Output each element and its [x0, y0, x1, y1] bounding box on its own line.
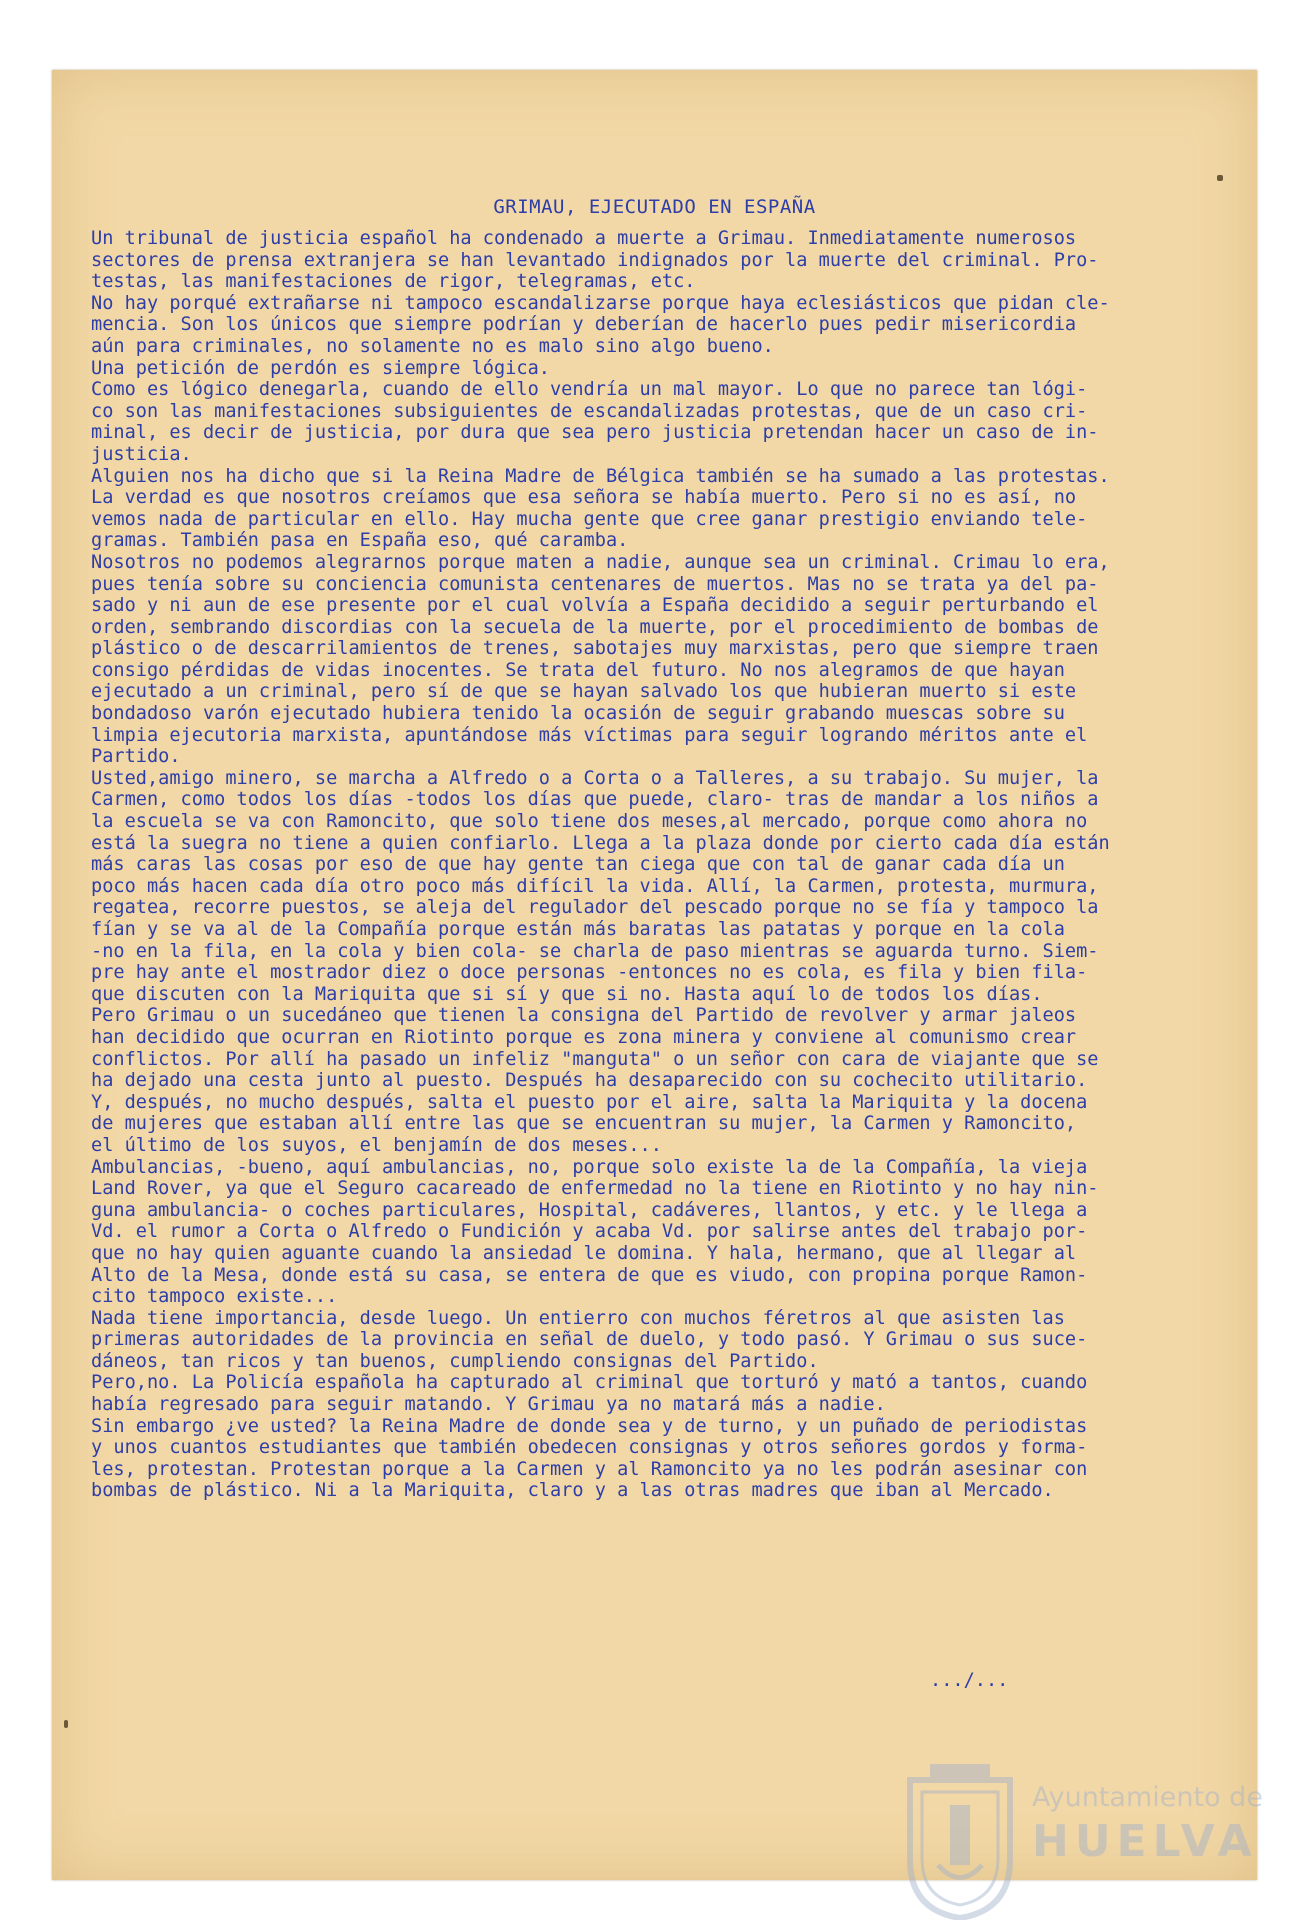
text-line: sado y ni aun de ese presente por el cual volvía a España decidido a seguir perturbando el: [91, 595, 1099, 617]
text-line: cito tampoco existe...: [91, 1286, 338, 1308]
text-line: aún para criminales, no solamente no es malo sino algo bueno.: [91, 335, 774, 357]
text-line: testas, las manifestaciones de rigor, telegramas, etc.: [91, 271, 696, 293]
text-line: pues tenía sobre su conciencia comunista centenares de muertos. Mas no se trata ya del pa-: [91, 573, 1099, 595]
text-line: Nada tiene importancia, desde luego. Un entierro con muchos féretros al que asisten las: [91, 1307, 1065, 1329]
text-line: vemos nada de particular en ello. Hay mucha gente que cree ganar prestigio enviando tele-: [91, 508, 1088, 530]
document-title: GRIMAU, EJECUTADO EN ESPAÑA: [493, 196, 816, 218]
text-line: Como es lógico denegarla, cuando de ello vendría un mal mayor. Lo que no parece tan lógi-: [91, 379, 1088, 401]
text-line: Partido.: [91, 746, 181, 768]
text-line: fían y se va al de la Compañía porque están más baratas las patatas y porque en la cola: [91, 919, 1065, 940]
text-line: Nosotros no podemos alegrarnos porque maten a nadie, aunque sea un criminal. Crimau lo era,: [91, 551, 1110, 573]
watermark-line2: HUELVA: [1032, 1816, 1258, 1867]
punch-mark: [64, 1720, 68, 1728]
text-line: dáneos, tan ricos y tan buenos, cumpliendo consignas del Partido.: [91, 1350, 819, 1372]
text-line: ha dejado una cesta junto al puesto. Después ha desaparecido con su cochecito utilitario.: [91, 1070, 1088, 1092]
ayuntamiento-huelva-watermark: [900, 1760, 1263, 1920]
text-line: Pero,no. La Policía española ha capturado al criminal que torturó y mató a tantos, cuando: [91, 1372, 1088, 1394]
text-line: Una petición de perdón es siempre lógica.: [91, 357, 550, 379]
text-line: Alguien nos ha dicho que si la Reina Madre de Bélgica también se ha sumado a las protestas.: [91, 465, 1110, 487]
text-line: bombas de plástico. Ni a la Mariquita, claro y a las otras madres que iban al Mercado.: [91, 1480, 1054, 1502]
text-line: gramas. También pasa en España eso, qué caramba.: [91, 530, 629, 552]
text-line: No hay porqué extrañarse ni tampoco escandalizarse porque haya eclesiásticos que pidan cle-: [91, 292, 1110, 314]
text-line: bondadoso varón ejecutado hubiera tenido la ocasión de seguir grabando muescas sobre su: [91, 703, 1065, 725]
text-line: que no hay quien aguante cuando la ansiedad le domina. Y hala, hermano, que al llegar al: [91, 1242, 1077, 1264]
text-line: más caras las cosas por eso de que hay gente tan ciega que con tal de ganar cada día un: [91, 854, 1065, 876]
text-line: Carmen, como todos los días -todos los días que puede, claro- tras de mandar a los niños a: [91, 789, 1099, 811]
text-line: mencia. Son los únicos que siempre podrían y deberían de hacerlo pues pedir misericordia: [91, 314, 1077, 336]
text-line: orden, sembrando discordias con la secuela de la muerte, por el procedimiento de bombas de: [91, 616, 1099, 638]
text-line: Alto de la Mesa, donde está su casa, se entera de que es viudo, con propina porque Ramon-: [91, 1264, 1088, 1286]
text-line: ejecutado a un criminal, pero sí de que se hayan salvado los que hubieran muerto si este: [91, 681, 1077, 703]
text-line: consigo pérdidas de vidas inocentes. Se trata del futuro. No nos alegramos de que hayan: [91, 659, 1065, 681]
text-line: Un tribunal de justicia español ha condenado a muerte a Grimau. Inmediatamente numerosos: [91, 228, 1077, 249]
text-line: de mujeres que estaban allí entre las que se encuentran su mujer, la Carmen y Ramoncito,: [91, 1113, 1077, 1135]
text-line: minal, es decir de justicia, por dura que sea pero justicia pretendan hacer un caso de in-: [91, 422, 1099, 444]
ink-speck: [1217, 175, 1223, 181]
text-line: poco más hacen cada día otro poco más difícil la vida. Allí, la Carmen, protesta, murmura,: [91, 875, 1099, 897]
text-line: les, protestan. Protestan porque a la Carmen y al Ramoncito ya no les podrán asesinar con: [91, 1458, 1088, 1480]
text-line: guna ambulancia- o coches particulares, Hospital, cadáveres, llantos, y etc. y le llega a: [91, 1199, 1088, 1221]
text-line: Sin embargo ¿ve usted? la Reina Madre de donde sea y de turno, y un puñado de periodistas: [91, 1415, 1088, 1437]
text-line: conflictos. Por allí ha pasado un infeliz "manguta" o un señor con cara de viajante que se: [91, 1048, 1099, 1070]
text-line: co son las manifestaciones subsiguientes de escandalizadas protestas, que de un caso cri-: [91, 400, 1088, 422]
text-line: que discuten con la Mariquita que si sí y que si no. Hasta aquí lo de todos los días.: [91, 983, 1043, 1005]
text-line: y unos cuantos estudiantes que también obedecen consignas y otros señores gordos y forma-: [91, 1437, 1088, 1459]
text-line: Usted,amigo minero, se marcha a Alfredo o a Corta o a Talleres, a su trabajo. Su mujer, la: [91, 767, 1099, 789]
text-line: La verdad es que nosotros creíamos que esa señora se había muerto. Pero si no es así, no: [91, 487, 1077, 509]
text-line: pre hay ante el mostrador diez o doce personas -entonces no es cola, es fila y bien fila-: [91, 962, 1088, 984]
text-line: plástico o de descarrilamientos de trenes, sabotajes muy marxistas, pero que siempre traen: [91, 638, 1099, 660]
text-line: Ambulancias, -bueno, aquí ambulancias, no, porque solo existe la de la Compañía, la vieja: [91, 1156, 1088, 1178]
text-line: limpia ejecutoria marxista, apuntándose más víctimas para seguir logrando méritos ante el: [91, 724, 1088, 746]
text-line: Vd. el rumor a Corta o Alfredo o Fundición y acaba Vd. por salirse antes del trabajo por-: [91, 1221, 1088, 1243]
text-line: justicia.: [91, 443, 192, 465]
text-line: el último de los suyos, el benjamín de dos meses...: [91, 1134, 662, 1156]
text-line: está la suegra no tiene a quien confiarlo. Llega a la plaza donde por cierto cada día están: [91, 832, 1110, 854]
document-body: [91, 228, 1236, 1502]
huelva-crest-icon: [900, 1760, 1020, 1920]
text-line: Land Rover, ya que el Seguro cacareado de enfermedad no la tiene en Riotinto y no hay nin-: [91, 1178, 1099, 1200]
text-line: había regresado para seguir matando. Y Grimau ya no matará más a nadie.: [91, 1394, 886, 1416]
text-line: primeras autoridades de la provincia en señal de duelo, y todo pasó. Y Grimau o sus suce-: [91, 1329, 1088, 1351]
watermark-line1: Ayuntamiento de: [1032, 1782, 1263, 1813]
text-line: Y, después, no mucho después, salta el puesto por el aire, salta la Mariquita y la docena: [91, 1091, 1088, 1113]
text-line: sectores de prensa extranjera se han levantado indignados por la muerte del criminal. Pro-: [91, 249, 1099, 271]
text-line: regatea, recorre puestos, se aleja del regulador del pescado porque no se fía y tampoco la: [91, 897, 1099, 919]
text-line: Pero Grimau o un sucedáneo que tienen la consigna del Partido de revolver y armar jaleos: [91, 1005, 1077, 1027]
text-line: la escuela se va con Ramoncito, que solo tiene dos meses,al mercado, porque como ahora no: [91, 811, 1088, 833]
text-line: han decidido que ocurran en Riotinto porque es zona minera y conviene al comunismo crear: [91, 1026, 1077, 1048]
text-line: -no en la fila, en la cola y bien cola- se charla de paso mientras se aguarda turno. Siem-: [91, 940, 1099, 962]
continuation-mark: .../...: [930, 1670, 1009, 1691]
